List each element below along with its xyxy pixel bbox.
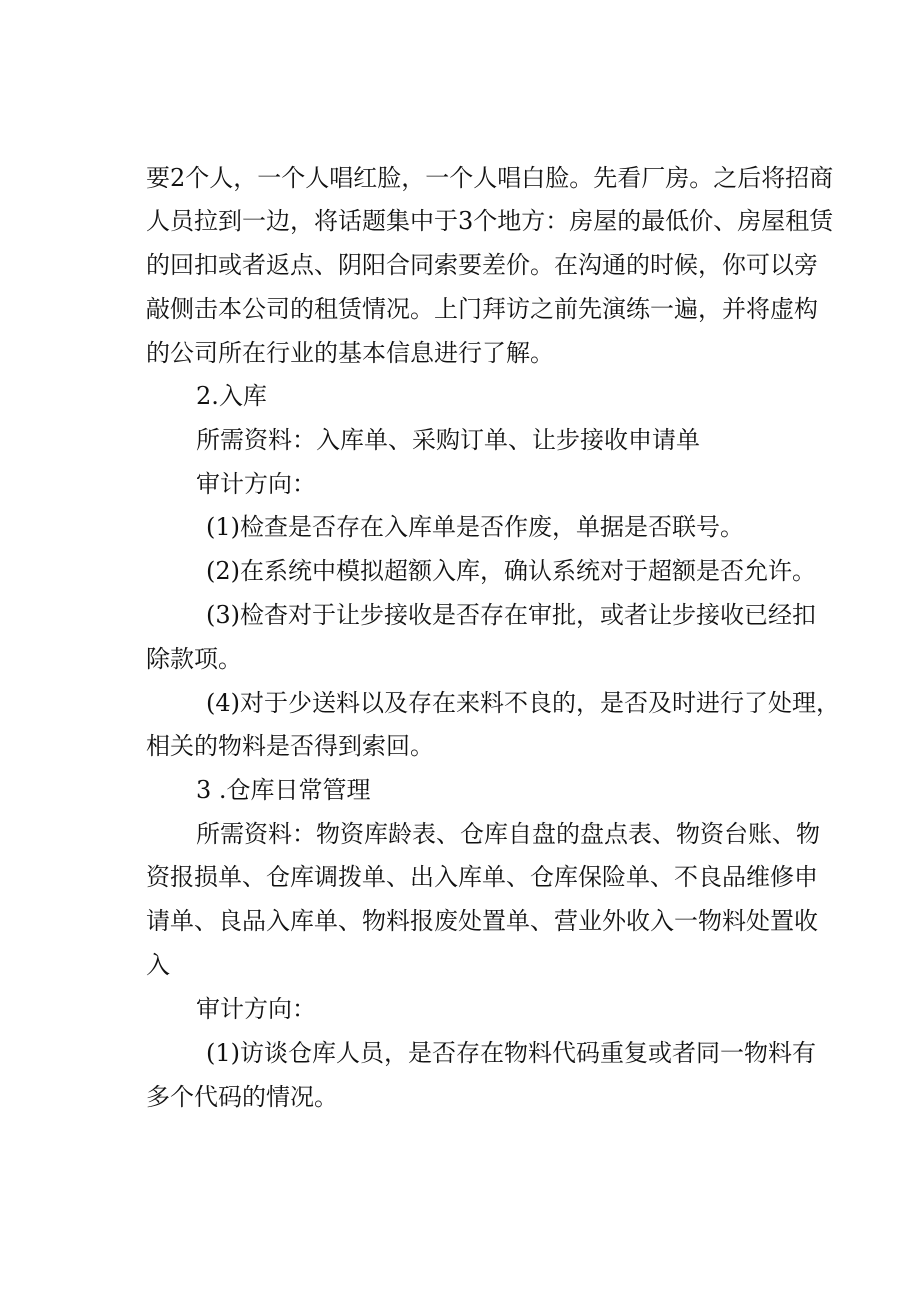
section-2-heading: 2.入库	[196, 382, 267, 410]
intro-line-5: 的公司所在行业的基本信息进行了解。	[146, 339, 554, 367]
intro-line-3: 的回扣或者返点、阴阳合同索要差价。在沟通的时候，你可以旁	[146, 251, 818, 279]
section-3-heading: 3 .仓库日常管理	[196, 776, 371, 804]
section-3-materials-line-1: 所需资料：物资库龄表、仓库自盘的盘点表、物资台账、物	[196, 820, 820, 848]
section-2-item-2: (2)在系统中模拟超额入库，确认系统对于超额是否允许。	[206, 557, 816, 585]
section-2-item-3-line-1: (3)检杳对于让步接收是否存在审批，或者让步接收已经扣	[206, 601, 816, 629]
section-3-materials-line-4: 入	[146, 951, 170, 979]
section-2-item-4-line-1: (4)对于少送料以及存在来料不良的，是否及时进行了处理，	[206, 689, 840, 717]
section-3-direction-label: 审计方向：	[196, 995, 316, 1023]
section-2-direction-label: 审计方向：	[196, 470, 316, 498]
section-2-materials: 所需资料：入库单、采购订单、让步接收申请单	[196, 426, 700, 454]
intro-line-1: 要2个人，一个人唱红脸，一个人唱白脸。先看厂房。之后将招商	[146, 164, 834, 192]
section-3-materials-line-3: 请单、良品入库单、物料报废处置单、营业外收入一物料处置收	[146, 907, 818, 935]
intro-line-2: 人员拉到一边，将话题集中于3个地方：房屋的最低价、房屋租赁	[146, 207, 834, 235]
section-3-materials-line-2: 资报损单、仓库调拨单、出入库单、仓库保险单、不良品维修申	[146, 863, 818, 891]
section-2-item-4-line-2: 相关的物料是否得到索回。	[146, 732, 434, 760]
intro-line-4: 敲侧击本公司的租赁情况。上门拜访之前先演练一遍，并将虚构	[146, 295, 818, 323]
section-3-item-1-line-1: (1)访谈仓库人员，是否存在物料代码重复或者同一物料有	[206, 1039, 816, 1067]
section-3-item-1-line-2: 多个代码的情况。	[146, 1083, 338, 1111]
section-2-item-3-line-2: 除款项。	[146, 645, 242, 673]
section-2-item-1: (1)检查是否存在入库单是否作废，单据是否联号。	[206, 513, 744, 541]
